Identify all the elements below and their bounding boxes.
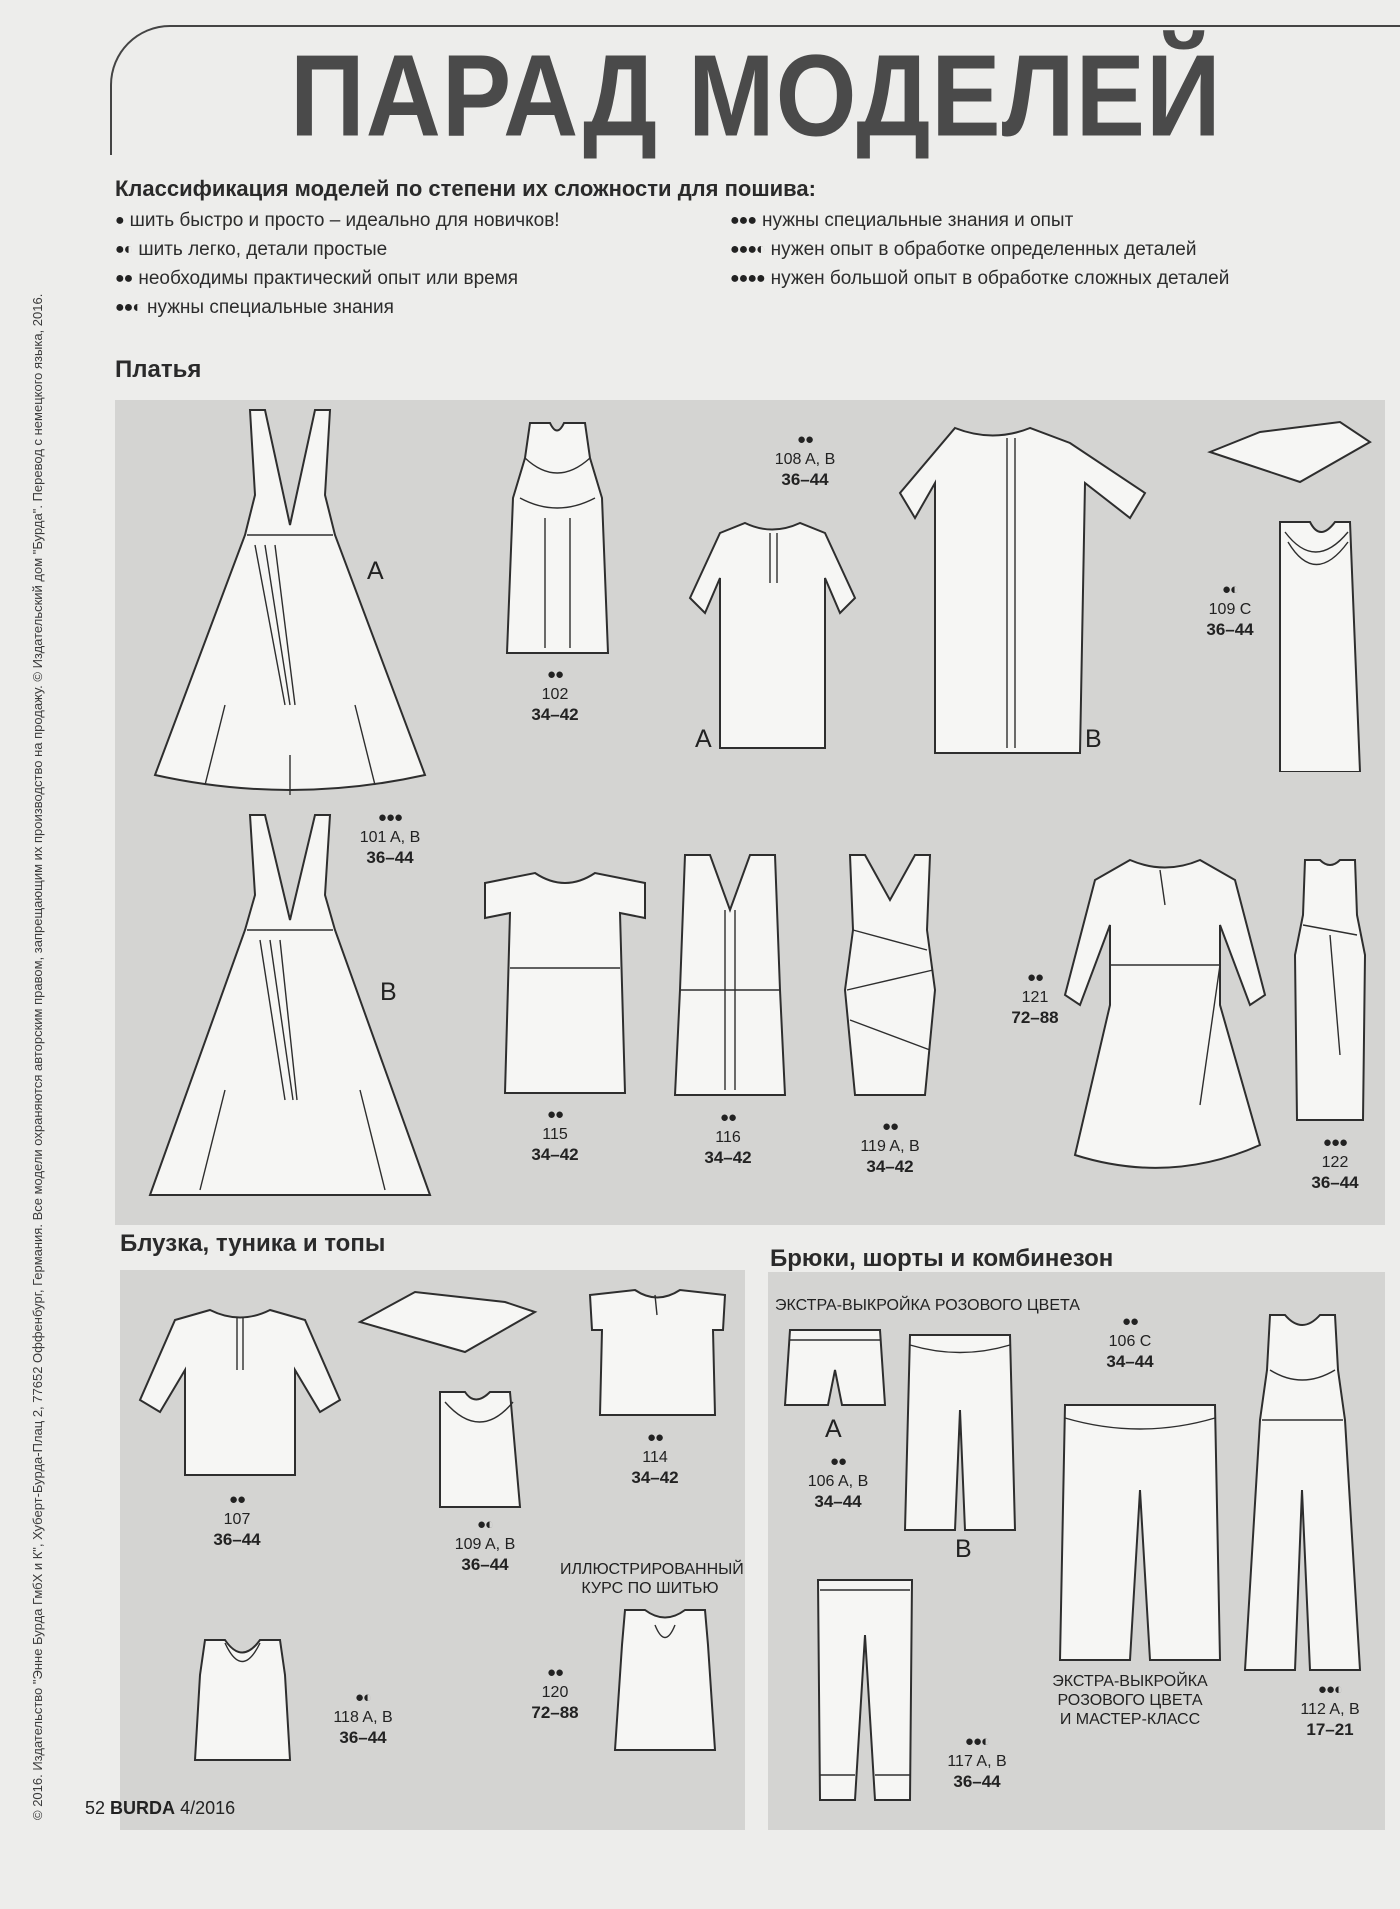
dress-122-illustration [1285, 855, 1375, 1125]
dress-115-illustration [480, 868, 650, 1098]
legend-item: ●●●● нужен большой опыт в обработке сложных деталей [730, 267, 1230, 289]
culottes-106b-illustration [900, 1330, 1020, 1535]
issue-number: 4/2016 [180, 1798, 236, 1818]
extra-pink-note: ЭКСТРА-ВЫКРОЙКА РОЗОВОГО ЦВЕТА [775, 1297, 1080, 1314]
dress-102-illustration [500, 418, 615, 658]
variant-letter-a: A [825, 1415, 842, 1443]
difficulty-legend-right [730, 206, 1229, 293]
caption-115: ●● 115 34–42 [531, 1106, 579, 1164]
caption-121: ●● 121 72–88 [1011, 969, 1059, 1027]
variant-letter-b: B [380, 978, 397, 1006]
blouse-109ab-illustration [355, 1272, 555, 1510]
legend-item: ●● необходимы практический опыт или время [115, 267, 519, 289]
shorts-106a-illustration [780, 1325, 890, 1410]
caption-106c: ●● 106 C 34–44 [1106, 1313, 1154, 1371]
top-114-illustration [585, 1285, 730, 1420]
dress-108b-illustration [895, 418, 1150, 758]
legend-item: ● шить быстро и просто – идеально для новичков! [115, 209, 560, 231]
section-heading-dresses: Платья [115, 356, 202, 383]
jumpsuit-112-illustration [1240, 1310, 1365, 1675]
dress-108a-illustration [685, 518, 860, 758]
caption-114: ●● 114 34–42 [631, 1429, 679, 1487]
blouse-107-illustration [135, 1300, 345, 1480]
dress-101b-illustration [145, 810, 435, 1210]
dress-121-illustration [1060, 855, 1270, 1195]
variant-letter-a: A [367, 557, 384, 585]
caption-109ab: ●◐ 109 A, B 36–44 [454, 1516, 516, 1574]
page-number: 52 [85, 1798, 106, 1818]
dress-119-illustration [835, 850, 945, 1100]
illustrated-course-note: ИЛЛЮСТРИРОВАННЫЙ КУРС ПО ШИТЬЮ [560, 1561, 744, 1597]
legend-item: ●●● нужны специальные знания и опыт [730, 209, 1074, 231]
legend-item: ●●◐ нужны специальные знания [115, 296, 394, 318]
caption-119: ●● 119 A, B 34–42 [860, 1118, 920, 1176]
variant-letter-b: B [955, 1535, 972, 1563]
caption-106ab: ●● 106 A, B 34–44 [807, 1453, 869, 1511]
trousers-117-illustration [810, 1575, 920, 1805]
caption-122: ●●● 122 36–44 [1311, 1134, 1359, 1192]
dress-116-illustration [670, 850, 790, 1098]
caption-118: ●◐ 118 A, B 36–44 [333, 1689, 393, 1747]
top-120-illustration [610, 1605, 720, 1755]
variant-letter-a: A [695, 725, 712, 753]
caption-112: ●●◐ 112 A, B 17–21 [1300, 1681, 1360, 1739]
caption-108: ●● 108 A, B 36–44 [774, 431, 836, 489]
variant-letter-b: B [1085, 725, 1102, 753]
classification-heading: Классификация моделей по степени их сложности для пошива: [115, 176, 816, 201]
caption-101: ●●● 101 A, B 36–44 [359, 809, 421, 867]
page-footer [85, 1798, 235, 1819]
dress-101a-illustration [145, 405, 435, 805]
caption-102: ●● 102 34–42 [531, 666, 579, 724]
brand-name: BURDA [110, 1798, 176, 1818]
difficulty-legend-left [115, 206, 560, 322]
legend-item: ●●●◐ нужен опыт в обработке определенных деталей [730, 238, 1197, 260]
trousers-106c-illustration [1055, 1400, 1225, 1665]
copyright-vertical-text: © 2016. Издательство "Энне Бурда ГмбХ и К", Хуберт-Бурда-Плац 2, 77652 Оффенбург, Германия. Все модели охраняются авторским правом, запрещающим их производство на продажу. © Издательский дом "Бурда". Перевод с немецкого языка, 2016. [30, 293, 45, 1820]
page-title: ПАРАД МОДЕЛЕЙ [290, 31, 1222, 162]
caption-116: ●● 116 34–42 [704, 1109, 752, 1167]
caption-120: ●● 120 72–88 [531, 1664, 579, 1722]
caption-117: ●●◐ 117 A, B 36–44 [947, 1733, 1007, 1791]
section-heading-trousers: Брюки, шорты и комбинезон [770, 1245, 1114, 1272]
legend-item: ●◐ шить легко, детали простые [115, 238, 388, 260]
caption-109c: ●◐ 109 C 36–44 [1206, 581, 1254, 639]
section-heading-blouses: Блузка, туника и топы [120, 1230, 386, 1257]
top-118-illustration [190, 1635, 295, 1765]
extra-pink-master-note: ЭКСТРА-ВЫКРОЙКА РОЗОВОГО ЦВЕТА И МАСТЕР-КЛАСС [1052, 1673, 1208, 1728]
caption-107: ●● 107 36–44 [213, 1491, 261, 1549]
